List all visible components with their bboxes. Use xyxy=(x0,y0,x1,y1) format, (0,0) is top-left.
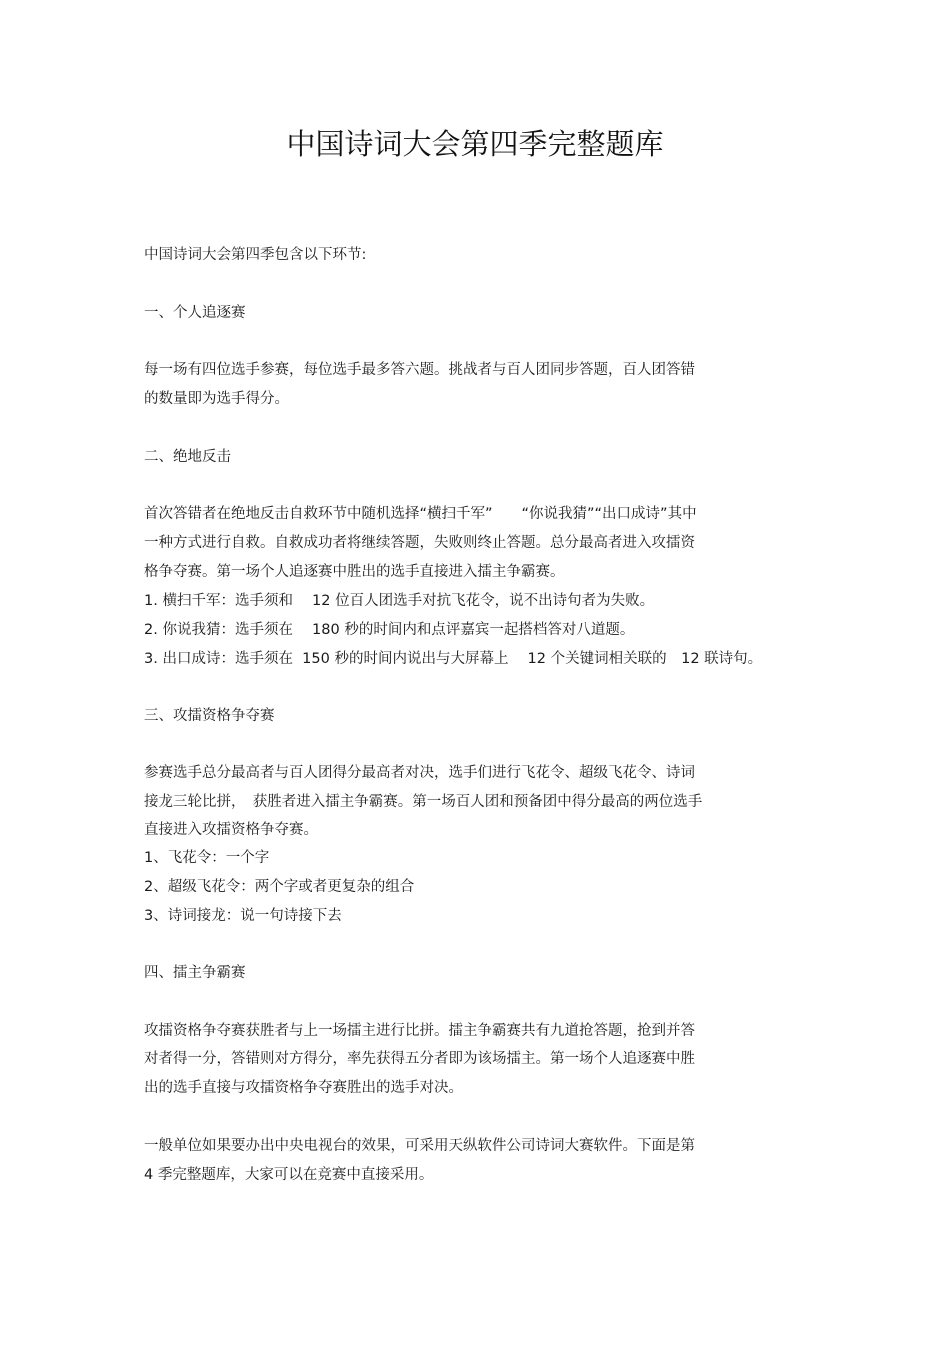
intro-text: 中国诗词大会第四季包含以下环节: xyxy=(144,247,367,263)
section-2-list-item-1: 1. 横扫千军：选手须和 12 位百人团选手对抗飞花令，说不出诗句者为失败。 xyxy=(144,593,655,609)
section-3-text-line-2: 接龙三轮比拼， 获胜者进入擂主争霸赛。第一场百人团和预备团中得分最高的两位选手 xyxy=(144,794,703,810)
section-2-list-item-2: 2. 你说我猜：选手须在 180 秒的时间内和点评嘉宾一起搭档答对八道题。 xyxy=(144,622,635,638)
section-4-text-line-3: 出的选手直接与攻擂资格争夺赛胜出的选手对决。 xyxy=(144,1080,463,1096)
section-3-text-line-3: 直接进入攻擂资格争夺赛。 xyxy=(144,822,318,838)
section-3-heading: 三、攻擂资格争夺赛 xyxy=(144,708,275,724)
section-1-heading: 一、个人追逐赛 xyxy=(144,305,246,321)
section-3-list-item-2: 2、超级飞花令：两个字或者更复杂的组合 xyxy=(144,879,415,895)
section-1-text-line-1: 每一场有四位选手参赛，每位选手最多答六题。挑战者与百人团同步答题，百人团答错 xyxy=(144,362,695,378)
closing-text-line-1: 一般单位如果要办出中央电视台的效果，可采用天纵软件公司诗词大赛软件。下面是第 xyxy=(144,1138,695,1154)
document-title: 中国诗词大会第四季完整题库 xyxy=(286,127,664,161)
section-2-text-line-1: 首次答错者在绝地反击自救环节中随机选择“横扫千军” “你说我猜”“出口成诗”其中 xyxy=(144,506,697,522)
section-2-text-line-3: 格争夺赛。第一场个人追逐赛中胜出的选手直接进入擂主争霸赛。 xyxy=(144,564,565,580)
section-2-heading: 二、绝地反击 xyxy=(144,449,231,465)
section-3-list-item-3: 3、诗词接龙：说一句诗接下去 xyxy=(144,908,342,924)
section-2-list-item-3: 3. 出口成诗：选手须在 150 秒的时间内说出与大屏幕上 12 个关键词相关联的 12 联诗句。 xyxy=(144,651,763,667)
section-3-text-line-1: 参赛选手总分最高者与百人团得分最高者对决，选手们进行飞花令、超级飞花令、诗词 xyxy=(144,765,695,781)
section-4-text-line-2: 对者得一分，答错则对方得分，率先获得五分者即为该场擂主。第一场个人追逐赛中胜 xyxy=(144,1051,695,1067)
section-4-heading: 四、擂主争霸赛 xyxy=(144,965,246,981)
section-3-list-item-1: 1、飞花令：一个字 xyxy=(144,850,270,866)
closing-text-line-2: 4 季完整题库，大家可以在竞赛中直接采用。 xyxy=(144,1167,434,1183)
section-2-text-line-2: 一种方式进行自救。自救成功者将继续答题，失败则终止答题。总分最高者进入攻擂资 xyxy=(144,535,695,551)
section-1-text-line-2: 的数量即为选手得分。 xyxy=(144,391,289,407)
section-4-text-line-1: 攻擂资格争夺赛获胜者与上一场擂主进行比拼。擂主争霸赛共有九道抢答题，抢到并答 xyxy=(144,1023,695,1039)
